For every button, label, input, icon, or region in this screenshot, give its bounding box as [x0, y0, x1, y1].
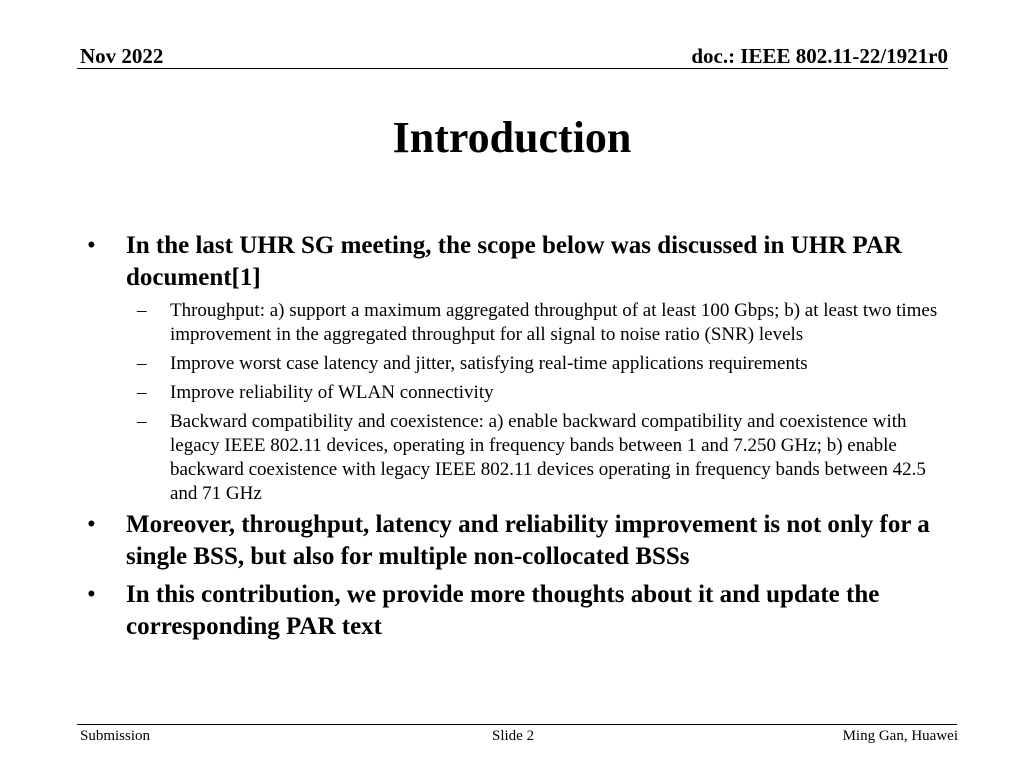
bullet-item: [80, 230, 940, 294]
bullet-item: [80, 579, 940, 643]
footer-author: Ming Gan, Huawei: [842, 728, 958, 744]
sub-bullet-item: [80, 299, 940, 347]
bullet-text: Moreover, throughput, latency and reliability improvement is not only for a single BSS, but also for multiple non-collocated BSSs: [126, 511, 930, 570]
bullet-item: [80, 509, 940, 573]
slide-body: [80, 230, 940, 643]
header-doc-id: doc.: IEEE 802.11-22/1921r0: [691, 44, 948, 68]
sub-bullet-text: Improve worst case latency and jitter, satisfying real-time applications requirements: [170, 353, 808, 374]
bullet-text: In this contribution, we provide more thoughts about it and update the corresponding PAR text: [126, 581, 880, 640]
slide-title: Introduction: [392, 113, 632, 162]
bullet-text: In the last UHR SG meeting, the scope below was discussed in UHR PAR document[1]: [126, 232, 902, 291]
bullet-icon: •: [87, 232, 96, 259]
sub-bullet-item: [80, 352, 940, 376]
dash-icon: –: [137, 300, 147, 321]
header-date: Nov 2022: [80, 44, 164, 68]
footer-slide-number: Slide 2: [492, 728, 535, 744]
sub-bullet-text: Throughput: a) support a maximum aggregated throughput of at least 100 Gbps; b) at least two times improvement in the aggregated throughput for all signal to noise ratio (SNR) levels: [170, 300, 938, 345]
footer-submission: Submission: [80, 728, 151, 744]
bullet-icon: •: [87, 581, 96, 608]
dash-icon: –: [137, 353, 147, 374]
sub-bullet-item: [80, 410, 940, 506]
sub-bullet-text: Improve reliability of WLAN connectivity: [170, 382, 494, 403]
sub-bullet-text: Backward compatibility and coexistence: a) enable backward compatibility and coexistence with legacy IEEE 802.11 devices, operating in frequency bands between 1 and 7.250 GHz; b) enable backward coexistence with legacy IEEE 802.11 devices operating in frequency bands between 42.5 and 71 GHz: [170, 411, 926, 504]
bullet-icon: •: [87, 511, 96, 538]
dash-icon: –: [137, 382, 147, 403]
header-divider: [77, 68, 948, 69]
footer-divider: [77, 724, 957, 725]
sub-bullet-item: [80, 381, 940, 405]
dash-icon: –: [137, 411, 147, 432]
